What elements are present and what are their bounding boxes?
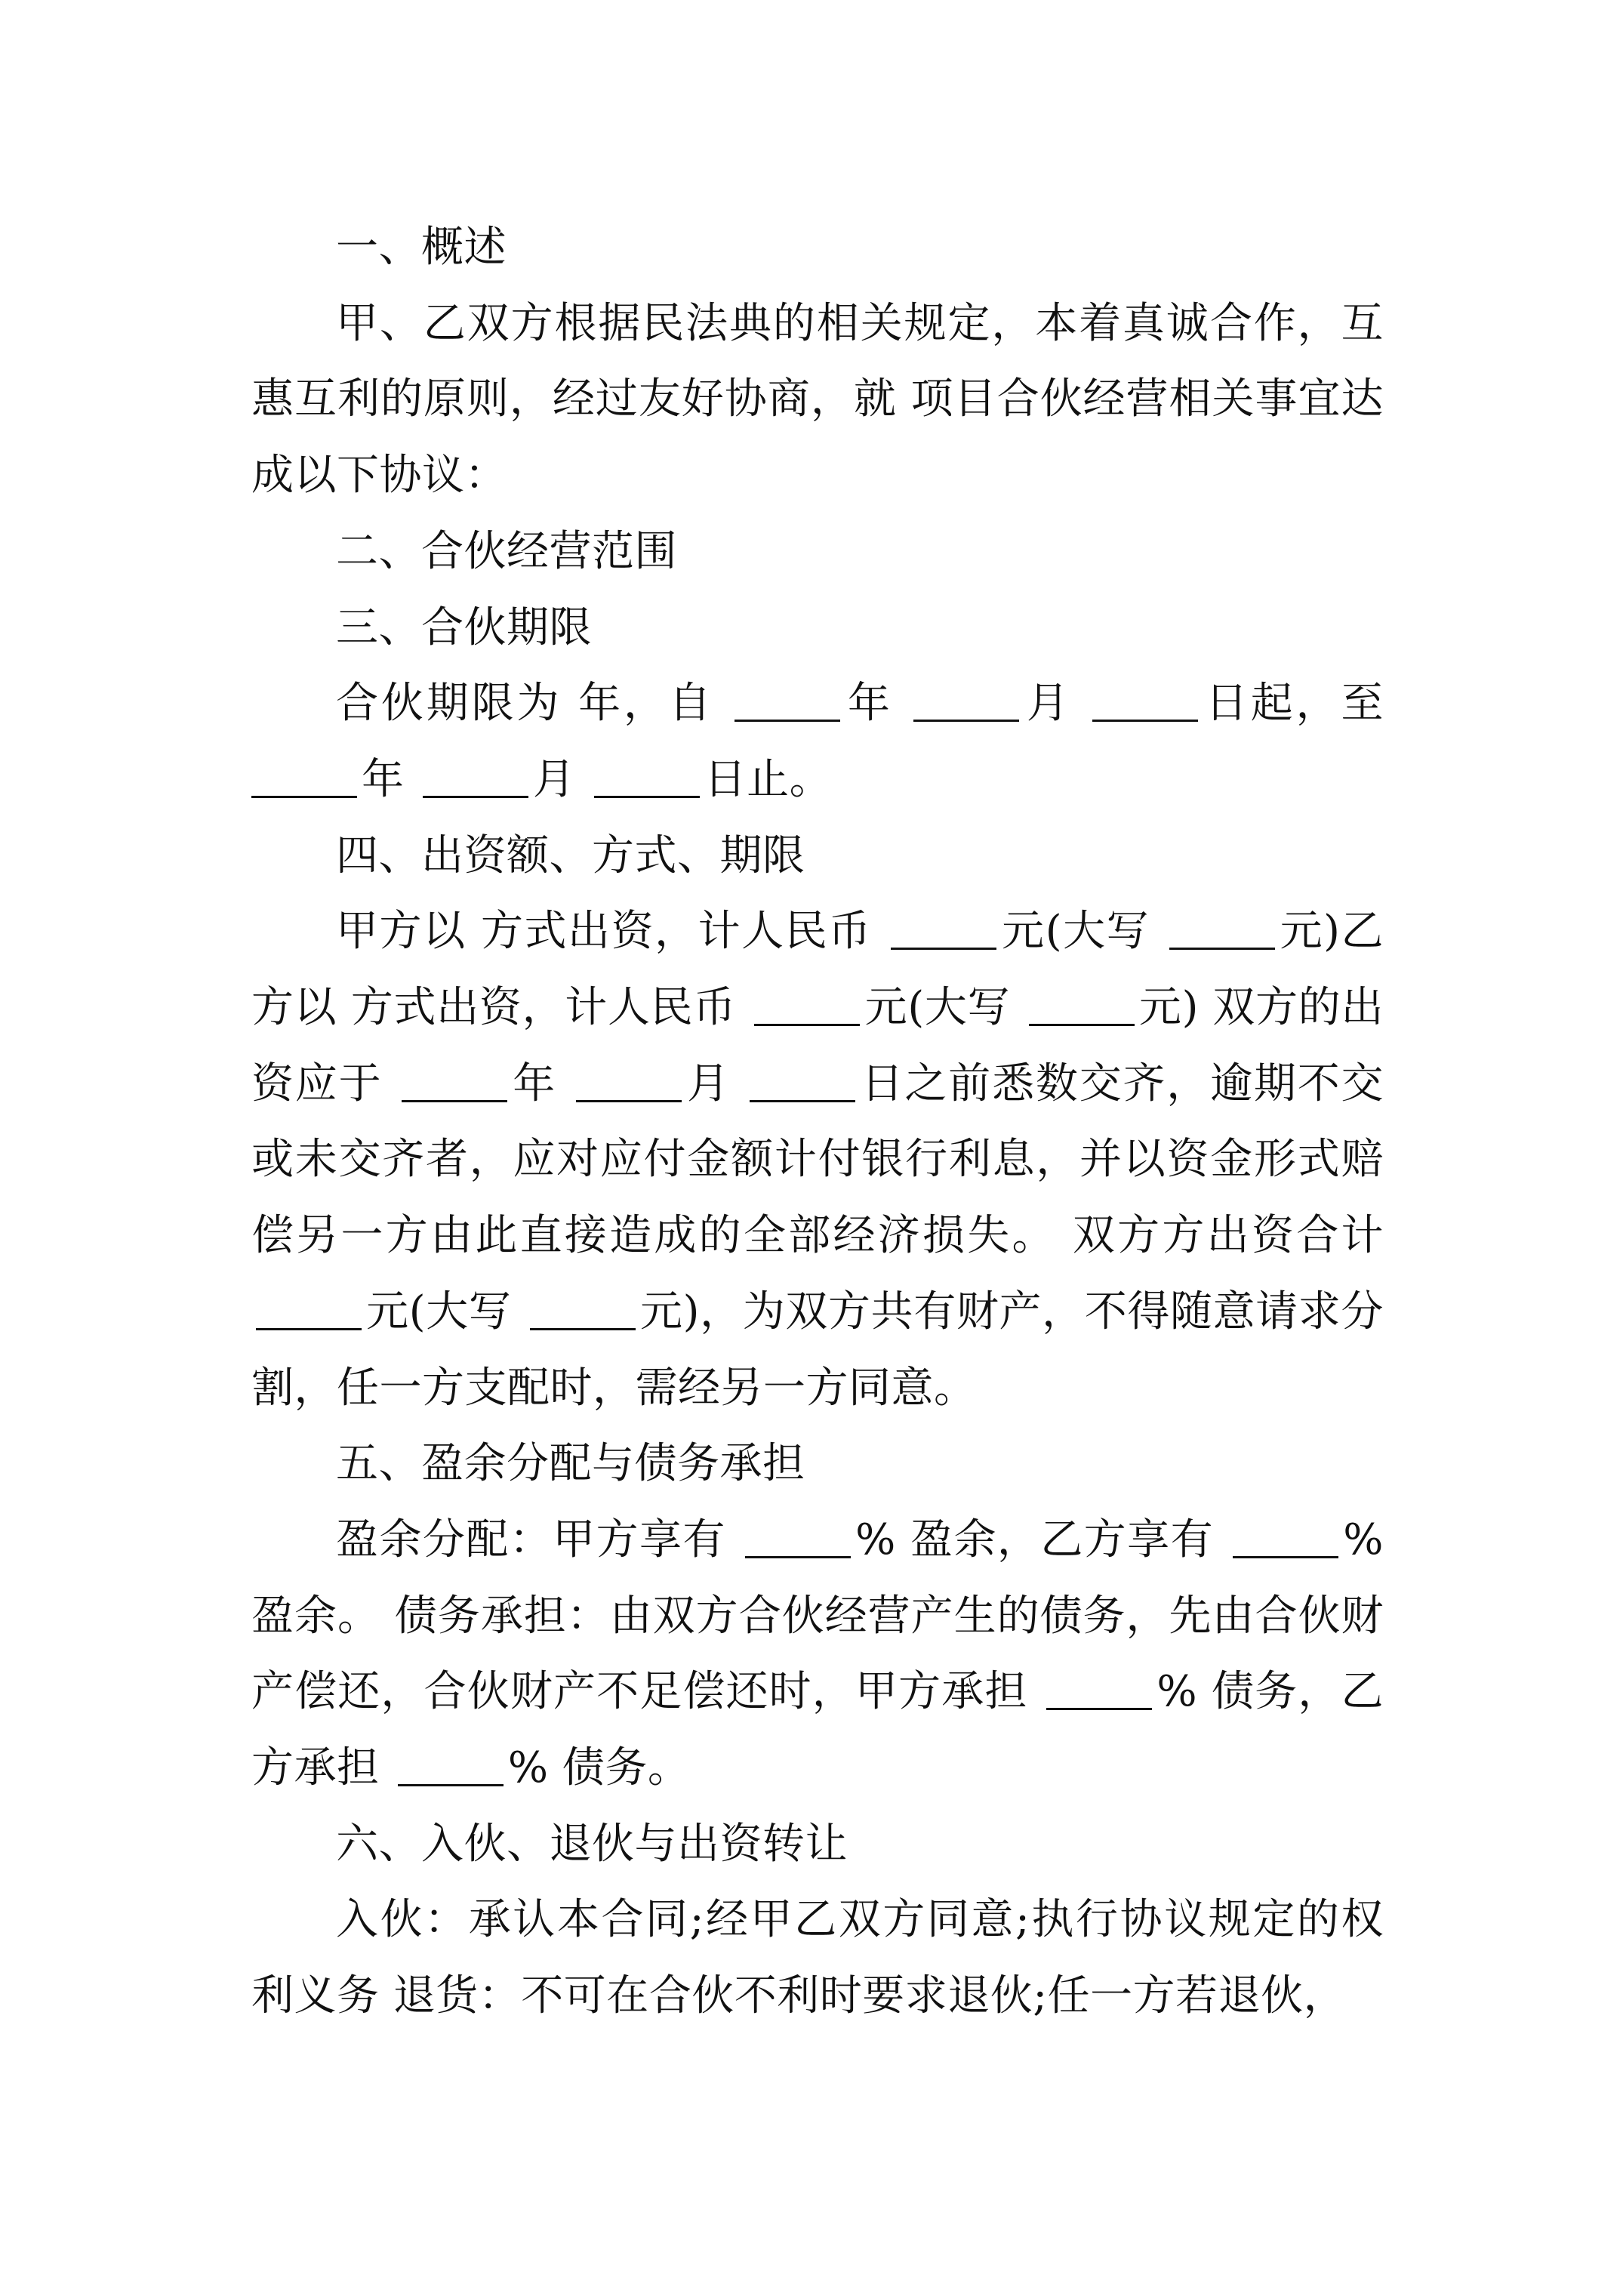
fill-blank bbox=[735, 677, 840, 722]
section-5-heading: 五、盈余分配与债务承担 bbox=[336, 1439, 805, 1489]
fill-blank bbox=[256, 1286, 362, 1330]
text-run: 年 bbox=[512, 1059, 571, 1108]
fill-blank bbox=[750, 1058, 855, 1102]
fill-blank bbox=[1233, 1514, 1338, 1558]
fill-blank bbox=[913, 677, 1019, 722]
fill-blank bbox=[594, 754, 700, 798]
text-run: 甲方以 方式出资，计人民币 bbox=[336, 907, 887, 957]
text-run: % 债务，乙方承担 bbox=[251, 1667, 1384, 1793]
fill-blank bbox=[1046, 1666, 1152, 1710]
text-run: 月 bbox=[1024, 679, 1089, 729]
fill-blank bbox=[891, 905, 996, 950]
text-run: 月 bbox=[685, 1059, 746, 1108]
text-run: % 盈余。 债务承担：由双方合伙经营产生的债务，先由合伙财产偿还，合伙财产不足偿还时，甲方承担 bbox=[251, 1515, 1384, 1717]
fill-blank bbox=[251, 754, 357, 798]
fill-blank bbox=[745, 1514, 851, 1558]
section-3-paragraph bbox=[251, 666, 1384, 818]
text-run: 元) 双方的出资应于 bbox=[251, 983, 1384, 1108]
section-4-paragraph bbox=[251, 894, 1384, 1426]
section-5-paragraph bbox=[251, 1502, 1384, 1807]
text-run: 元(大写 bbox=[864, 983, 1024, 1033]
fill-blank bbox=[530, 1286, 636, 1330]
section-6-heading: 六、入伙、退伙与出资转让 bbox=[336, 1819, 848, 1869]
section-1-heading: 一、概述 bbox=[336, 223, 507, 272]
section-4-heading: 四、出资额、方式、期限 bbox=[336, 831, 805, 880]
text-run: 盈余分配：甲方享有 bbox=[336, 1515, 741, 1564]
section-1-paragraph: 甲、乙双方根据民法典的相关规定，本着真诚合作，互惠互利的原则，经过友好协商，就 项目合伙经营相关事宜达成以下协议： bbox=[251, 298, 1384, 501]
text-run: 月 bbox=[532, 754, 590, 804]
text-run: % 盈余，乙方享有 bbox=[855, 1515, 1229, 1564]
text-run: 合伙期限为 年，自 bbox=[336, 679, 731, 729]
text-run: 年 bbox=[845, 679, 910, 729]
fill-blank bbox=[402, 1058, 507, 1102]
fill-blank bbox=[1092, 677, 1198, 722]
text-run: 元)，为双方共有财产，不得随意请求分割，任一方支配时，需经另一方同意。 bbox=[251, 1287, 1384, 1413]
text-run: 年 bbox=[362, 754, 418, 804]
fill-blank bbox=[576, 1058, 682, 1102]
fill-blank bbox=[1029, 982, 1135, 1026]
fill-blank bbox=[754, 982, 860, 1026]
text-run: 日之前悉数交齐，逾期不交或未交齐者，应对应付金额计付银行利息，并以资金形式赔偿另一方由此直接造成的全部经济损失。 双方方出资合计 bbox=[251, 1059, 1384, 1261]
fill-blank bbox=[423, 754, 528, 798]
text-run: 元(大写 bbox=[366, 1287, 525, 1336]
fill-blank bbox=[1169, 905, 1275, 950]
section-3-heading: 三、合伙期限 bbox=[336, 603, 592, 652]
text-run: 元)乙方以 方式出资，计人民币 bbox=[251, 907, 1384, 1033]
document-body bbox=[251, 210, 1384, 2035]
text-run: 元(大写 bbox=[1001, 907, 1165, 957]
text-run: 日起，至 bbox=[1203, 679, 1384, 729]
fill-blank bbox=[398, 1742, 504, 1786]
text-run: % 债务。 bbox=[507, 1743, 691, 1793]
text-run: 日止。 bbox=[704, 754, 833, 804]
section-6-paragraph: 入伙：承认本合同;经甲乙双方同意;执行协议规定的权利义务 退货：不可在合伙不利时要求退伙;任一方若退伙， bbox=[251, 1895, 1384, 2021]
section-2-heading: 二、合伙经营范围 bbox=[336, 526, 677, 576]
